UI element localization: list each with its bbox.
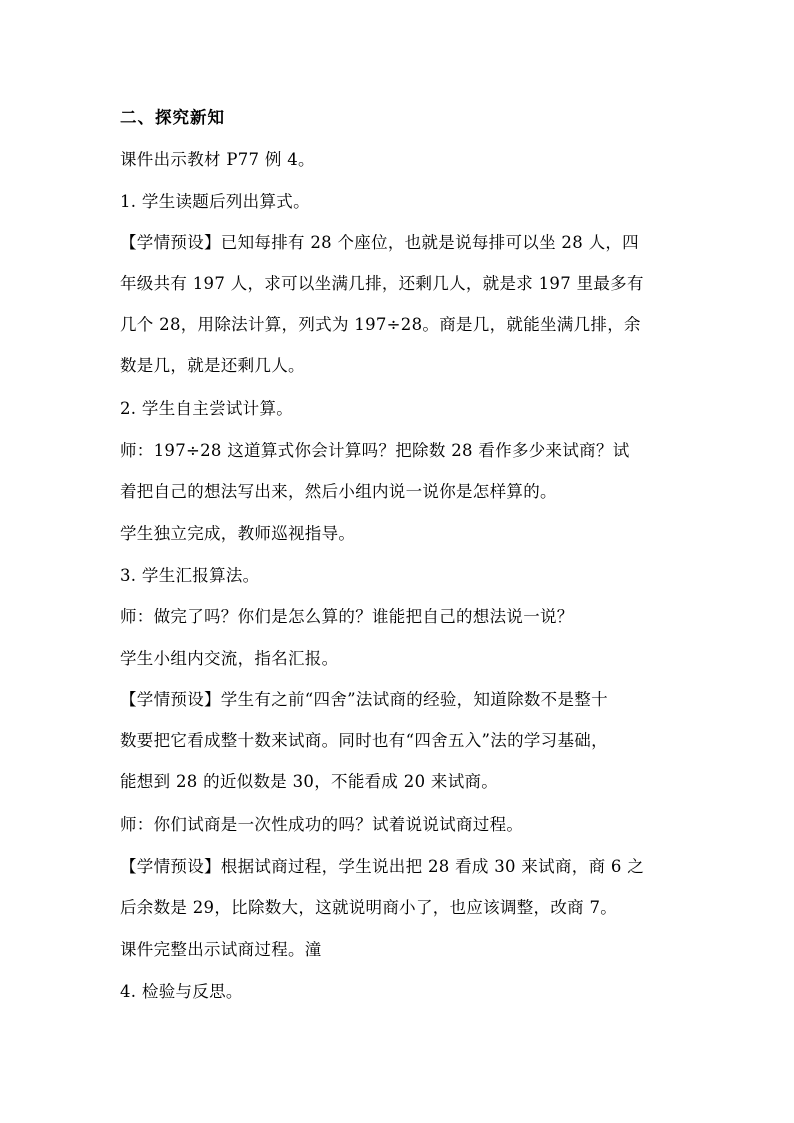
paragraph-line: 几个 28，用除法计算，列式为 197÷28。商是几，就能坐满几排，余 (120, 315, 641, 334)
paragraph-independent-work: 学生独立完成，教师巡视指导。 (120, 524, 356, 543)
paragraph-line: 【学情预设】已知每排有 28 个座位，也就是说每排可以坐 28 人，四 (120, 233, 639, 252)
paragraph-line: 【学情预设】学生有之前“四舍”法试商的经验，知道除数不是整十 (120, 690, 608, 709)
paragraph-courseware: 课件出示教材 P77 例 4。 (120, 150, 315, 169)
paragraph-prediction-2 (120, 688, 608, 794)
paragraph-line: 着把自己的想法写出来，然后小组内说一说你是怎样算的。 (120, 482, 557, 501)
section-heading: 二、探究新知 (120, 108, 225, 127)
paragraph-line: 后余数是 29，比除数大，这就说明商小了，也应该调整，改商 7。 (120, 898, 618, 917)
step-4-heading: 4. 检验与反思。 (120, 982, 243, 1001)
paragraph-line: 年级共有 197 人，求可以坐满几排，还剩几人，就是求 197 里最多有 (120, 274, 644, 293)
paragraph-line: 师：197÷28 这道算式你会计算吗？把除数 28 看作多少来试商？试 (120, 441, 630, 460)
paragraph-prediction-3 (120, 855, 644, 920)
paragraph-prediction-1 (120, 231, 644, 378)
paragraph-line: 数是几，就是还剩几人。 (120, 356, 305, 375)
step-3-heading: 3. 学生汇报算法。 (120, 566, 260, 585)
paragraph-teacher-question-3: 师：你们试商是一次性成功的吗？试着说说试商过程。 (120, 815, 524, 834)
paragraph-courseware-complete: 课件完整出示试商过程。潼 (120, 940, 322, 959)
paragraph-line: 能想到 28 的近似数是 30，不能看成 20 来试商。 (120, 772, 499, 791)
paragraph-teacher-question-2: 师：做完了吗？你们是怎么算的？谁能把自己的想法说一说？ (120, 607, 574, 626)
step-2-heading: 2. 学生自主尝试计算。 (120, 399, 294, 418)
step-1-heading: 1. 学生读题后列出算式。 (120, 192, 310, 211)
paragraph-teacher-question-1 (120, 439, 630, 504)
paragraph-line: 数要把它看成整十数来试商。同时也有“四舍五入”法的学习基础， (120, 731, 608, 750)
paragraph-group-report: 学生小组内交流，指名汇报。 (120, 649, 339, 668)
paragraph-line: 【学情预设】根据试商过程，学生说出把 28 看成 30 来试商，商 6 之 (120, 857, 645, 876)
